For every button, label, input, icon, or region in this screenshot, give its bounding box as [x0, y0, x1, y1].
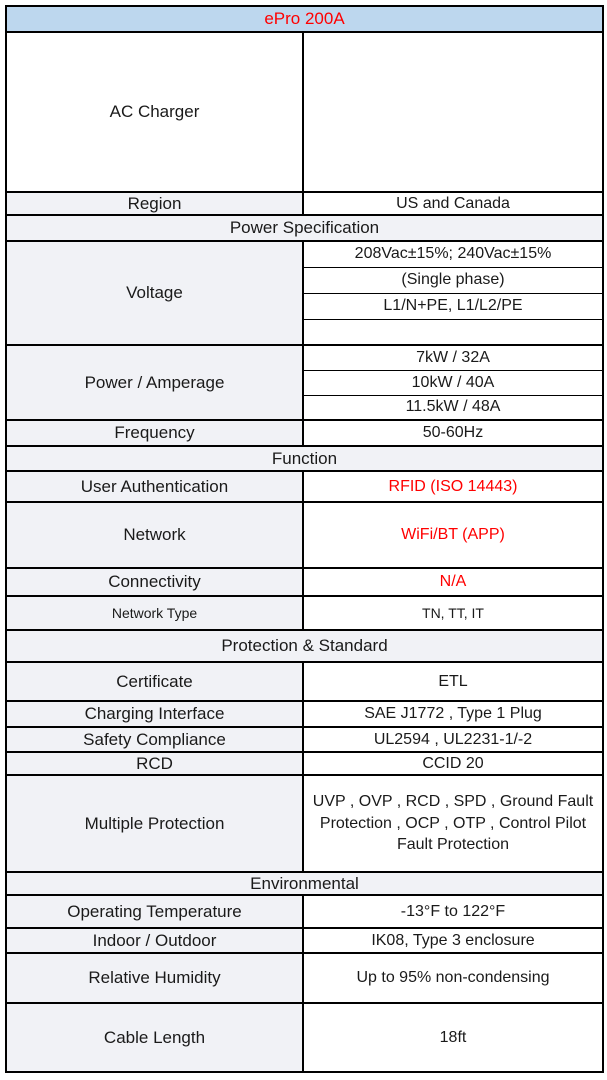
safety-compliance-label: Safety Compliance	[6, 727, 303, 752]
multiple-protection-value: UVP , OVP , RCD , SPD , Ground Fault Protection , OCP , OTP , Control Pilot Fault Protection	[303, 775, 603, 872]
section-heading-environmental: Environmental	[6, 872, 603, 895]
network-label: Network	[6, 502, 303, 568]
operating-temperature-value: -13°F to 122°F	[303, 895, 603, 928]
product-name-cell: AC Charger	[6, 32, 303, 192]
cable-length-label: Cable Length	[6, 1003, 303, 1072]
connectivity-label: Connectivity	[6, 568, 303, 596]
section-heading-function: Function	[6, 446, 603, 471]
power-amperage-value-1: 7kW / 32A	[303, 345, 603, 370]
relative-humidity-value: Up to 95% non-condensing	[303, 953, 603, 1003]
certificate-label: Certificate	[6, 662, 303, 701]
voltage-label: Voltage	[6, 241, 303, 345]
charging-interface-label: Charging Interface	[6, 701, 303, 727]
indoor-outdoor-value: IK08, Type 3 enclosure	[303, 928, 603, 953]
voltage-value-2: (Single phase)	[303, 267, 603, 293]
voltage-value-3: L1/N+PE, L1/L2/PE	[303, 293, 603, 319]
spec-table	[5, 5, 604, 1073]
safety-compliance-value: UL2594 , UL2231-1/-2	[303, 727, 603, 752]
network-value: WiFi/BT (APP)	[303, 502, 603, 568]
power-amperage-label: Power / Amperage	[6, 345, 303, 420]
spec-title: ePro 200A	[6, 6, 603, 32]
rcd-label: RCD	[6, 752, 303, 775]
indoor-outdoor-label: Indoor / Outdoor	[6, 928, 303, 953]
rcd-value: CCID 20	[303, 752, 603, 775]
voltage-value-1: 208Vac±15%; 240Vac±15%	[303, 241, 603, 267]
multiple-protection-label: Multiple Protection	[6, 775, 303, 872]
voltage-value-4	[303, 319, 603, 345]
frequency-label: Frequency	[6, 420, 303, 446]
cable-length-value: 18ft	[303, 1003, 603, 1072]
operating-temperature-label: Operating Temperature	[6, 895, 303, 928]
power-amperage-value-3: 11.5kW / 48A	[303, 395, 603, 420]
region-label: Region	[6, 192, 303, 215]
section-heading-protection-standard: Protection & Standard	[6, 630, 603, 662]
charging-interface-value: SAE J1772 , Type 1 Plug	[303, 701, 603, 727]
frequency-value: 50-60Hz	[303, 420, 603, 446]
product-image-placeholder	[303, 32, 603, 192]
user-authentication-value: RFID (ISO 14443)	[303, 471, 603, 502]
connectivity-value: N/A	[303, 568, 603, 596]
user-authentication-label: User Authentication	[6, 471, 303, 502]
section-heading-power-specification: Power Specification	[6, 215, 603, 241]
network-type-label: Network Type	[6, 596, 303, 630]
region-value: US and Canada	[303, 192, 603, 215]
network-type-value: TN, TT, IT	[303, 596, 603, 630]
relative-humidity-label: Relative Humidity	[6, 953, 303, 1003]
certificate-value: ETL	[303, 662, 603, 701]
power-amperage-value-2: 10kW / 40A	[303, 370, 603, 395]
